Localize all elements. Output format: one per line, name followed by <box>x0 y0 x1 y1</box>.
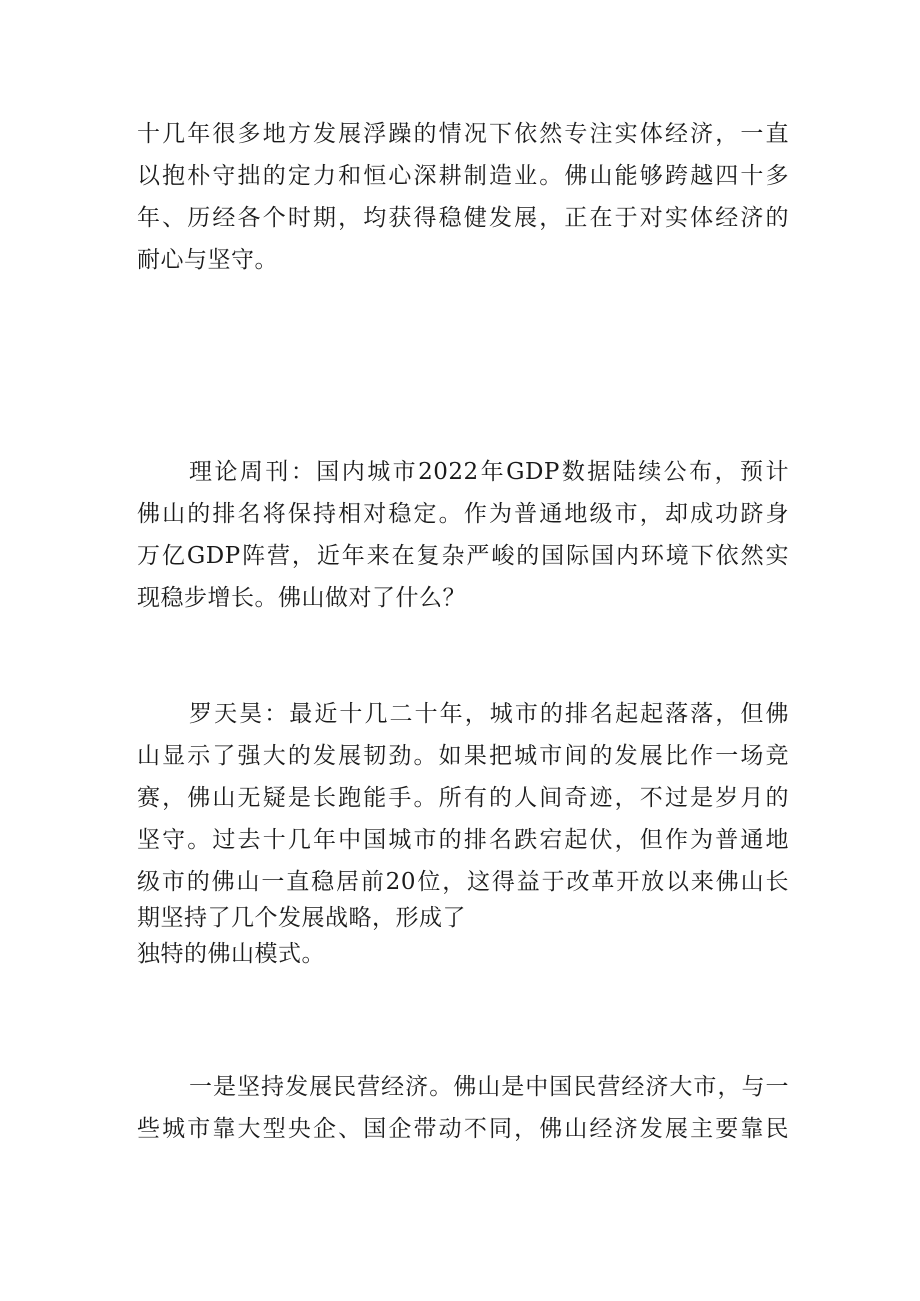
text-line: 赛，佛山无疑是长跑能手。所有的人间奇迹，不过是岁月的 <box>137 785 789 811</box>
text-line: 独特的佛山模式。 <box>137 941 325 967</box>
paragraph-answer <box>137 693 789 975</box>
text-line: 以抱朴守拙的定力和恒心深耕制造业。佛山能够跨越四十多 <box>137 163 789 189</box>
paragraph-private-economy <box>137 1066 789 1150</box>
paragraph-manufacturing <box>137 113 789 281</box>
text-line: 年、历经各个时期，均获得稳健发展，正在于对实体经济的 <box>137 205 789 231</box>
text-line: 级市的佛山一直稳居前20位，这得益于改革开放以来佛山长 <box>137 869 789 895</box>
text-line: 耐心与坚守。 <box>137 247 278 273</box>
paragraph-question <box>137 451 789 619</box>
text-line: 些城市靠大型央企、国企带动不同，佛山经济发展主要靠民 <box>137 1116 789 1142</box>
text-line: 山显示了强大的发展韧劲。如果把城市间的发展比作一场竞 <box>137 743 789 769</box>
text-line: 期坚持了几个发展战略，形成了 <box>137 905 466 931</box>
text-line: 一是坚持发展民营经济。佛山是中国民营经济大市，与一 <box>189 1074 789 1100</box>
text-line: 坚守。过去十几年中国城市的排名跌宕起伏，但作为普通地 <box>137 827 789 853</box>
text-line: 理论周刊：国内城市2022年GDP数据陆续公布，预计 <box>189 459 789 485</box>
text-line: 罗天昊：最近十几二十年，城市的排名起起落落，但佛 <box>189 701 789 727</box>
text-line: 现稳步增长。佛山做对了什么？ <box>137 585 466 611</box>
text-line: 万亿GDP阵营，近年来在复杂严峻的国际国内环境下依然实 <box>137 543 789 569</box>
text-line: 十几年很多地方发展浮躁的情况下依然专注实体经济，一直 <box>137 121 789 147</box>
text-line: 佛山的排名将保持相对稳定。作为普通地级市，却成功跻身 <box>137 501 789 527</box>
